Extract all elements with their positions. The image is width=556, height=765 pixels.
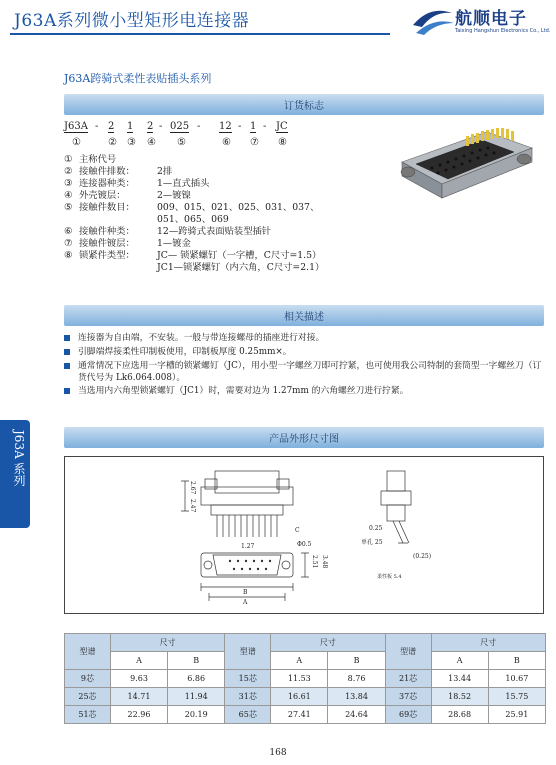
series-subtitle: J63A跨骑式柔性表贴插头系列	[64, 72, 212, 85]
dim-label: B	[243, 589, 248, 596]
table-header-type: 型谱	[225, 634, 271, 670]
order-marker: ⑥	[222, 137, 231, 148]
dim-label: 0.25	[369, 525, 383, 532]
spec-row: ⑥ 接触件种类： 12—跨骑式表面贴装型插针	[64, 226, 272, 237]
order-code-part: 1	[250, 121, 257, 132]
table-header-type: 型谱	[385, 634, 431, 670]
desc-item: 连接器为自由端，不安装。一般与带连接螺母的插座进行对接。	[64, 333, 534, 345]
header-rule	[10, 33, 390, 35]
section-title-desc: 相关描述	[284, 312, 324, 323]
table-header-size: 尺寸	[110, 634, 224, 652]
desc-item: 通常情况下应选用一字槽的锁紧螺钉（JC），用小型一字螺丝刀即可拧紧，也可使用我公司特制的套筒型一字螺丝刀（订货代号为 Lk6.064.008）。	[64, 361, 548, 384]
spec-row: JC1—锁紧螺钉（内六角，C尺寸=2.1）	[157, 262, 325, 273]
spec-row: 051、065、069	[157, 214, 229, 225]
dim-note: 柔性板 5.4	[377, 574, 402, 580]
order-code-part: 1	[127, 121, 134, 132]
spec-row: ① 主称代号	[64, 154, 117, 165]
dim-label: 2.67	[189, 481, 196, 495]
table-col-a: A	[271, 652, 328, 670]
order-code-dash: -	[263, 121, 267, 132]
order-marker: ⑦	[250, 137, 259, 148]
order-marker: ②	[108, 137, 117, 148]
desc-item: 当选用内六角型锁紧螺钉（JC1）时，需要对边为 1.27mm 的六角螺丝刀进行拧紧。	[64, 386, 534, 398]
table-col-a: A	[431, 652, 488, 670]
table-row: 51芯 22.96 20.19 65芯 27.41 24.64 69芯 28.68 25.91	[65, 706, 546, 724]
table-col-b: B	[328, 652, 385, 670]
table-col-a: A	[110, 652, 167, 670]
dim-label: (0.25)	[413, 553, 432, 560]
logo-chinese-name: 航顺电子	[455, 9, 527, 29]
section-bar-desc	[64, 305, 544, 326]
order-code-dash: -	[238, 121, 242, 132]
spec-row: ④ 外壳镀层： 2—镀镍	[64, 190, 191, 201]
order-code-dash: -	[197, 121, 201, 132]
table-col-b: B	[488, 652, 545, 670]
bullet-icon	[64, 335, 70, 341]
dim-label: C	[295, 527, 300, 534]
dim-label: 3.48	[321, 555, 328, 569]
table-header-type: 型谱	[65, 634, 111, 670]
table-col-b: B	[168, 652, 225, 670]
logo-english-name: Taixing Hangshun Electronics Co., Ltd.	[455, 28, 551, 34]
order-code-part: 025	[170, 121, 190, 132]
dim-label: 2.47	[189, 499, 196, 513]
order-code-part: 2	[108, 121, 115, 132]
order-code-part: 12	[219, 121, 232, 132]
order-code-part: J63A	[64, 121, 88, 132]
spec-row: ⑤ 接触件数目： 009、015、021、025、031、037、	[64, 202, 320, 213]
order-marker: ①	[72, 137, 81, 148]
order-code	[64, 121, 364, 151]
order-code-dash: -	[95, 121, 99, 132]
page-number: 168	[269, 748, 287, 758]
order-code-dash: -	[159, 121, 163, 132]
table-row: 25芯 14.71 11.94 31芯 16.61 13.84 37芯 18.52 15.75	[65, 688, 546, 706]
order-code-part: JC	[276, 121, 288, 132]
spec-row: ② 接触件排数： 2排	[64, 166, 173, 177]
section-bar-order	[64, 94, 544, 115]
section-bar-dims	[64, 427, 544, 448]
dimension-drawing	[64, 456, 544, 614]
table-header-size: 尺寸	[431, 634, 545, 652]
table-header-size: 尺寸	[271, 634, 385, 652]
side-series-tab-label: J63A 系列	[12, 430, 26, 487]
dim-label: Φ0.5	[297, 541, 312, 548]
spec-row: ③ 连接器种类： 1—直式插头	[64, 178, 210, 189]
spec-row: ⑧ 锁紧件类型： JC— 锁紧螺钉（一字槽，C尺寸=1.5）	[64, 250, 322, 261]
section-title-dims: 产品外形尺寸图	[269, 434, 339, 445]
order-marker: ④	[147, 137, 156, 148]
spec-row: ⑦ 接触件镀层： 1—镀金	[64, 238, 191, 249]
bullet-icon	[64, 349, 70, 355]
dimension-table	[64, 633, 546, 724]
desc-item: 引脚端焊接柔性印制板使用，印制板厚度 0.25mm×。	[64, 347, 534, 359]
connector-product-image	[382, 122, 552, 212]
order-marker: ③	[127, 137, 136, 148]
bullet-icon	[64, 388, 70, 394]
dim-label: 单孔 25	[361, 539, 383, 546]
dim-label: A	[243, 599, 248, 606]
bullet-icon	[64, 363, 70, 369]
dimension-drawing-svg	[65, 457, 543, 613]
table-row: 9芯 9.63 6.86 15芯 11.53 8.76 21芯 13.44 10.67	[65, 670, 546, 688]
dim-label: 1.27	[241, 543, 255, 550]
order-marker: ⑧	[278, 137, 287, 148]
page-header-title: J63A系列微小型矩形电连接器	[14, 11, 250, 31]
section-title-order: 订货标志	[284, 101, 324, 112]
order-code-part: 2	[147, 121, 154, 132]
order-marker: ⑤	[177, 137, 186, 148]
dim-label: 2.51	[311, 555, 318, 569]
